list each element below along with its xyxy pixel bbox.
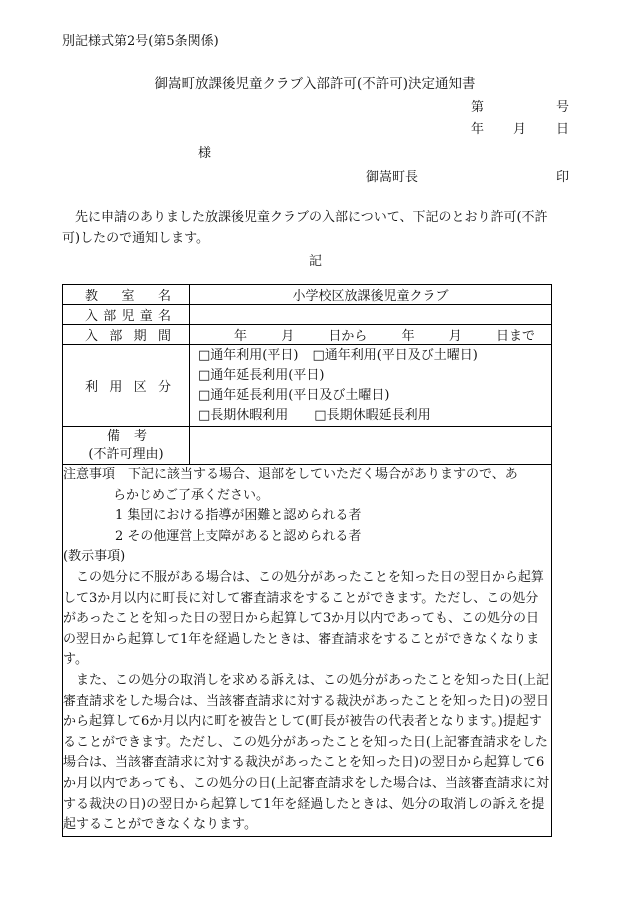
instruction-paragraph-1: この処分に不服がある場合は、この処分があったことを知った日の翌日から起算して3か月以内に町長に対して審査請求をすることができます。ただし、この処分があったことを知った日の翌日から起算して3か月以内であっても、この処分の日の翌日から起算して1年を経過したときは、審査請求をすることができなくなります。	[63, 569, 544, 668]
value-usage	[190, 345, 552, 427]
ki-heading: 記	[309, 254, 323, 269]
label-child: 入 部 児 童 名	[63, 305, 190, 325]
usage-option-row-1	[190, 346, 551, 366]
value-child	[190, 305, 552, 325]
seal-mark: 印	[556, 170, 570, 185]
checkbox-extended-weekday[interactable]: □通年延長利用(平日)	[198, 367, 325, 383]
notes-lead: 下記に該当する場合、退部をしていただく場合がありますので、あ	[128, 467, 518, 482]
row-period	[63, 325, 552, 345]
date-month: 月	[513, 122, 527, 137]
usage-option-row-4	[190, 406, 551, 426]
instruction-paragraph-2: また、この処分の取消しを求める訴えは、この処分があったことを知った日(上記審査請求をした場合は、当該審査請求に対する裁決があったことを知った日)の翌日から起算して6か月以内に町を被告として(町長が被告の代表者となります。)提起することができます。ただし、この処分があったことを知った日(上記審査請求をした場合は、当該審査請求に対する裁決があったことを知った日)の翌日から起算して6か月以内であっても、この処分の日(上記審査請求をした場合は、当該審査請求に対する裁決の日)の翌日から起算して1年を経過したときは、処分の取消しの訴えを提起することができなくなります。	[63, 672, 549, 833]
form-label: 別記様式第2号(第5条関係)	[62, 34, 219, 49]
row-child	[63, 305, 552, 325]
notes-heading: 注意事項	[63, 467, 116, 482]
notes-lead-continued: らかじめご了承ください。	[113, 487, 270, 503]
value-period: 年 月 日から 年 月 日まで	[190, 325, 552, 345]
remarks-subtitle: (不許可理由)	[88, 446, 164, 462]
notes-item-2: 2 その他運営上支障があると認められる者	[115, 528, 362, 544]
row-notes	[63, 465, 552, 837]
checkbox-full-year-weekday[interactable]: □通年利用(平日)	[198, 347, 299, 363]
date-year: 年	[471, 122, 485, 137]
row-usage	[63, 345, 552, 427]
label-remarks: 備 考 (不許可理由)	[63, 427, 190, 465]
label-classroom: 教 室 名	[63, 285, 190, 305]
checkbox-long-vacation-extended[interactable]: □長期休暇延長利用	[314, 407, 431, 423]
sender-name: 御嵩町長	[366, 170, 419, 185]
label-usage: 利 用 区 分	[63, 345, 190, 427]
doc-number-suffix: 号	[556, 100, 570, 115]
label-period: 入 部 期 間	[63, 325, 190, 345]
instruction-heading: (教示事項)	[63, 549, 126, 565]
date-day: 日	[556, 122, 570, 137]
document-title: 御嵩町放課後児童クラブ入部許可(不許可)決定通知書	[154, 76, 476, 92]
notes-item-1: 1 集団における指導が困難と認められる者	[115, 508, 362, 524]
doc-number-prefix: 第	[471, 100, 485, 115]
notes-section	[63, 465, 552, 837]
checkbox-full-year-weekday-saturday[interactable]: □通年利用(平日及び土曜日)	[312, 347, 478, 363]
checkbox-extended-weekday-saturday[interactable]: □通年延長利用(平日及び土曜日)	[198, 387, 390, 403]
row-remarks	[63, 427, 552, 465]
addressee-suffix: 様	[198, 146, 212, 161]
row-classroom	[63, 285, 552, 305]
intro-text: 先に申請のありました放課後児童クラブの入部について、下記のとおり許可(不許可)したので通知します。	[62, 210, 548, 246]
application-table	[62, 284, 552, 837]
value-remarks	[190, 427, 552, 465]
value-classroom: 小学校区放課後児童クラブ	[190, 285, 552, 305]
checkbox-long-vacation[interactable]: □長期休暇利用	[198, 407, 289, 423]
